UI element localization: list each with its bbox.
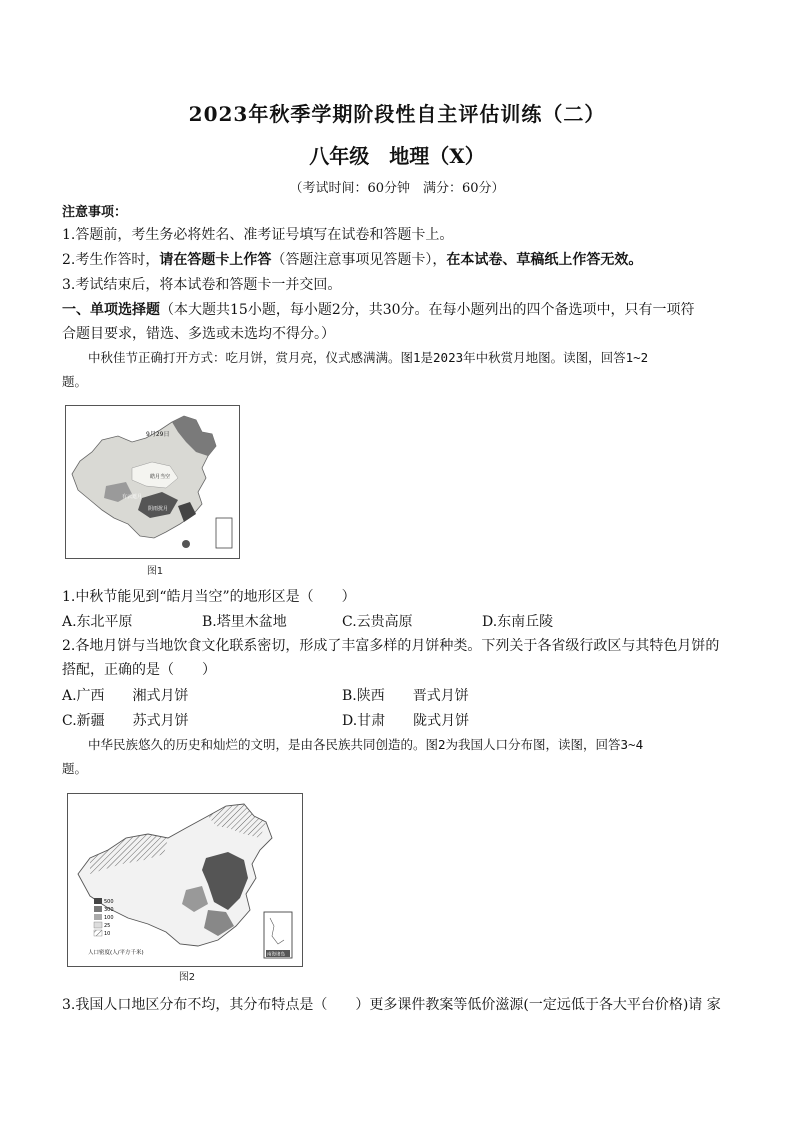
notice-item-2 <box>62 249 642 269</box>
legend-swatch-25 <box>94 922 102 928</box>
china-population-density-map <box>68 794 302 966</box>
inset-label: 南海诸岛 <box>267 952 285 958</box>
question-2-option-a[interactable]: A.广西 湘式月饼 <box>62 688 189 704</box>
passage-1 <box>62 346 742 394</box>
question-1-option-b[interactable]: B.塔里木盆地 <box>202 614 287 630</box>
question-2-option-b[interactable]: B.陕西 晋式月饼 <box>342 688 469 704</box>
section-1-intro-line-2: 合题目要求，错选、多选或未选均不得分。） <box>62 326 335 342</box>
question-3-stem: 3.我国人口地区分布不均，其分布特点是（ ）更多课件教案等低价滋源(一定远低于各大平台价格)请 家 <box>62 997 721 1013</box>
hainan-island-icon <box>182 540 190 548</box>
legend-label-500: 500 <box>104 899 114 905</box>
figure-1-moon-map <box>65 405 240 559</box>
legend-swatch-10 <box>94 930 102 936</box>
figure-1-label-cloud: 有云遮月 <box>122 494 143 500</box>
figure-1-caption: 图1 <box>146 566 164 577</box>
question-2-stem-line-1: 2.各地月饼与当地饮食文化联系密切，形成了丰富多样的月饼种类。下列关于各省级行政区与其特色月饼的 <box>62 638 720 654</box>
figure-2-caption: 图2 <box>178 972 196 983</box>
question-1-option-c[interactable]: C.云贵高原 <box>342 614 413 630</box>
notice-item-2-part-a: 2.考生作答时， <box>62 252 160 268</box>
figure-1-label-rain: 阴雨扰月 <box>148 506 169 512</box>
passage-2-line-1: 中华民族悠久的历史和灿烂的文明，是由各民族共同创造的。图2为我国人口分布图，读图，回答3~4 <box>88 737 644 752</box>
question-2-option-d[interactable]: D.甘肃 陇式月饼 <box>342 713 470 729</box>
notice-item-2-part-d: 在本试卷、草稿纸上作答无效。 <box>446 252 643 268</box>
legend-unit-label: 人口密度(人/平方千米) <box>88 950 144 956</box>
legend-swatch-300 <box>94 906 102 912</box>
legend-label-25: 25 <box>104 923 111 929</box>
question-2-option-c[interactable]: C.新疆 苏式月饼 <box>62 713 189 729</box>
legend-label-100: 100 <box>104 915 114 921</box>
question-1-option-d[interactable]: D.东南丘陵 <box>482 614 554 630</box>
section-1-intro-line-1: （本大题共15小题，每小题2分，共30分。在每小题列出的四个备选项中，只有一项符 <box>160 302 695 318</box>
figure-2-population-map <box>67 793 303 967</box>
question-1-stem: 1.中秋节能见到“皓月当空”的地形区是（ ） <box>62 589 356 605</box>
legend-swatch-500 <box>94 898 102 904</box>
section-1-heading: 一、单项选择题 <box>62 302 160 318</box>
figure-1-date-label: 9月29日 <box>146 431 170 438</box>
question-1-option-a[interactable]: A.东北平原 <box>62 614 133 630</box>
passage-2-line-2: 题。 <box>62 761 88 776</box>
notice-item-3: 3.考试结束后，将本试卷和答题卡一并交回。 <box>62 277 342 293</box>
question-2-stem-line-2: 搭配，正确的是（ ） <box>62 662 216 678</box>
china-moon-viewing-map <box>66 406 239 558</box>
notice-item-2-part-c: （答题注意事项见答题卡）， <box>271 252 447 268</box>
section-1-intro <box>62 299 695 319</box>
figure-1-label-clear: 皓月当空 <box>150 474 171 480</box>
notice-item-2-part-b: 请在答题卡上作答 <box>159 252 272 268</box>
exam-time-info: （考试时间：60分钟 满分：60分） <box>289 181 505 196</box>
passage-1-line-2: 题。 <box>62 374 88 389</box>
exam-subtitle: 八年级 地理（X） <box>309 144 485 168</box>
passage-1-line-1: 中秋佳节正确打开方式：吃月饼，赏月亮，仪式感满满。图1是2023年中秋赏月地图。读图，回答1~2 <box>88 350 649 365</box>
south-china-sea-inset <box>216 518 232 548</box>
legend-label-300: 300 <box>104 907 114 913</box>
exam-title: 2023年秋季学期阶段性自主评估训练（二） <box>188 102 606 126</box>
passage-2 <box>62 733 742 781</box>
legend-label-10: 10 <box>104 931 111 937</box>
notice-heading: 注意事项： <box>62 205 128 220</box>
legend-swatch-100 <box>94 914 102 920</box>
notice-item-1: 1.答题前，考生务必将姓名、准考证号填写在试卷和答题卡上。 <box>62 227 454 243</box>
